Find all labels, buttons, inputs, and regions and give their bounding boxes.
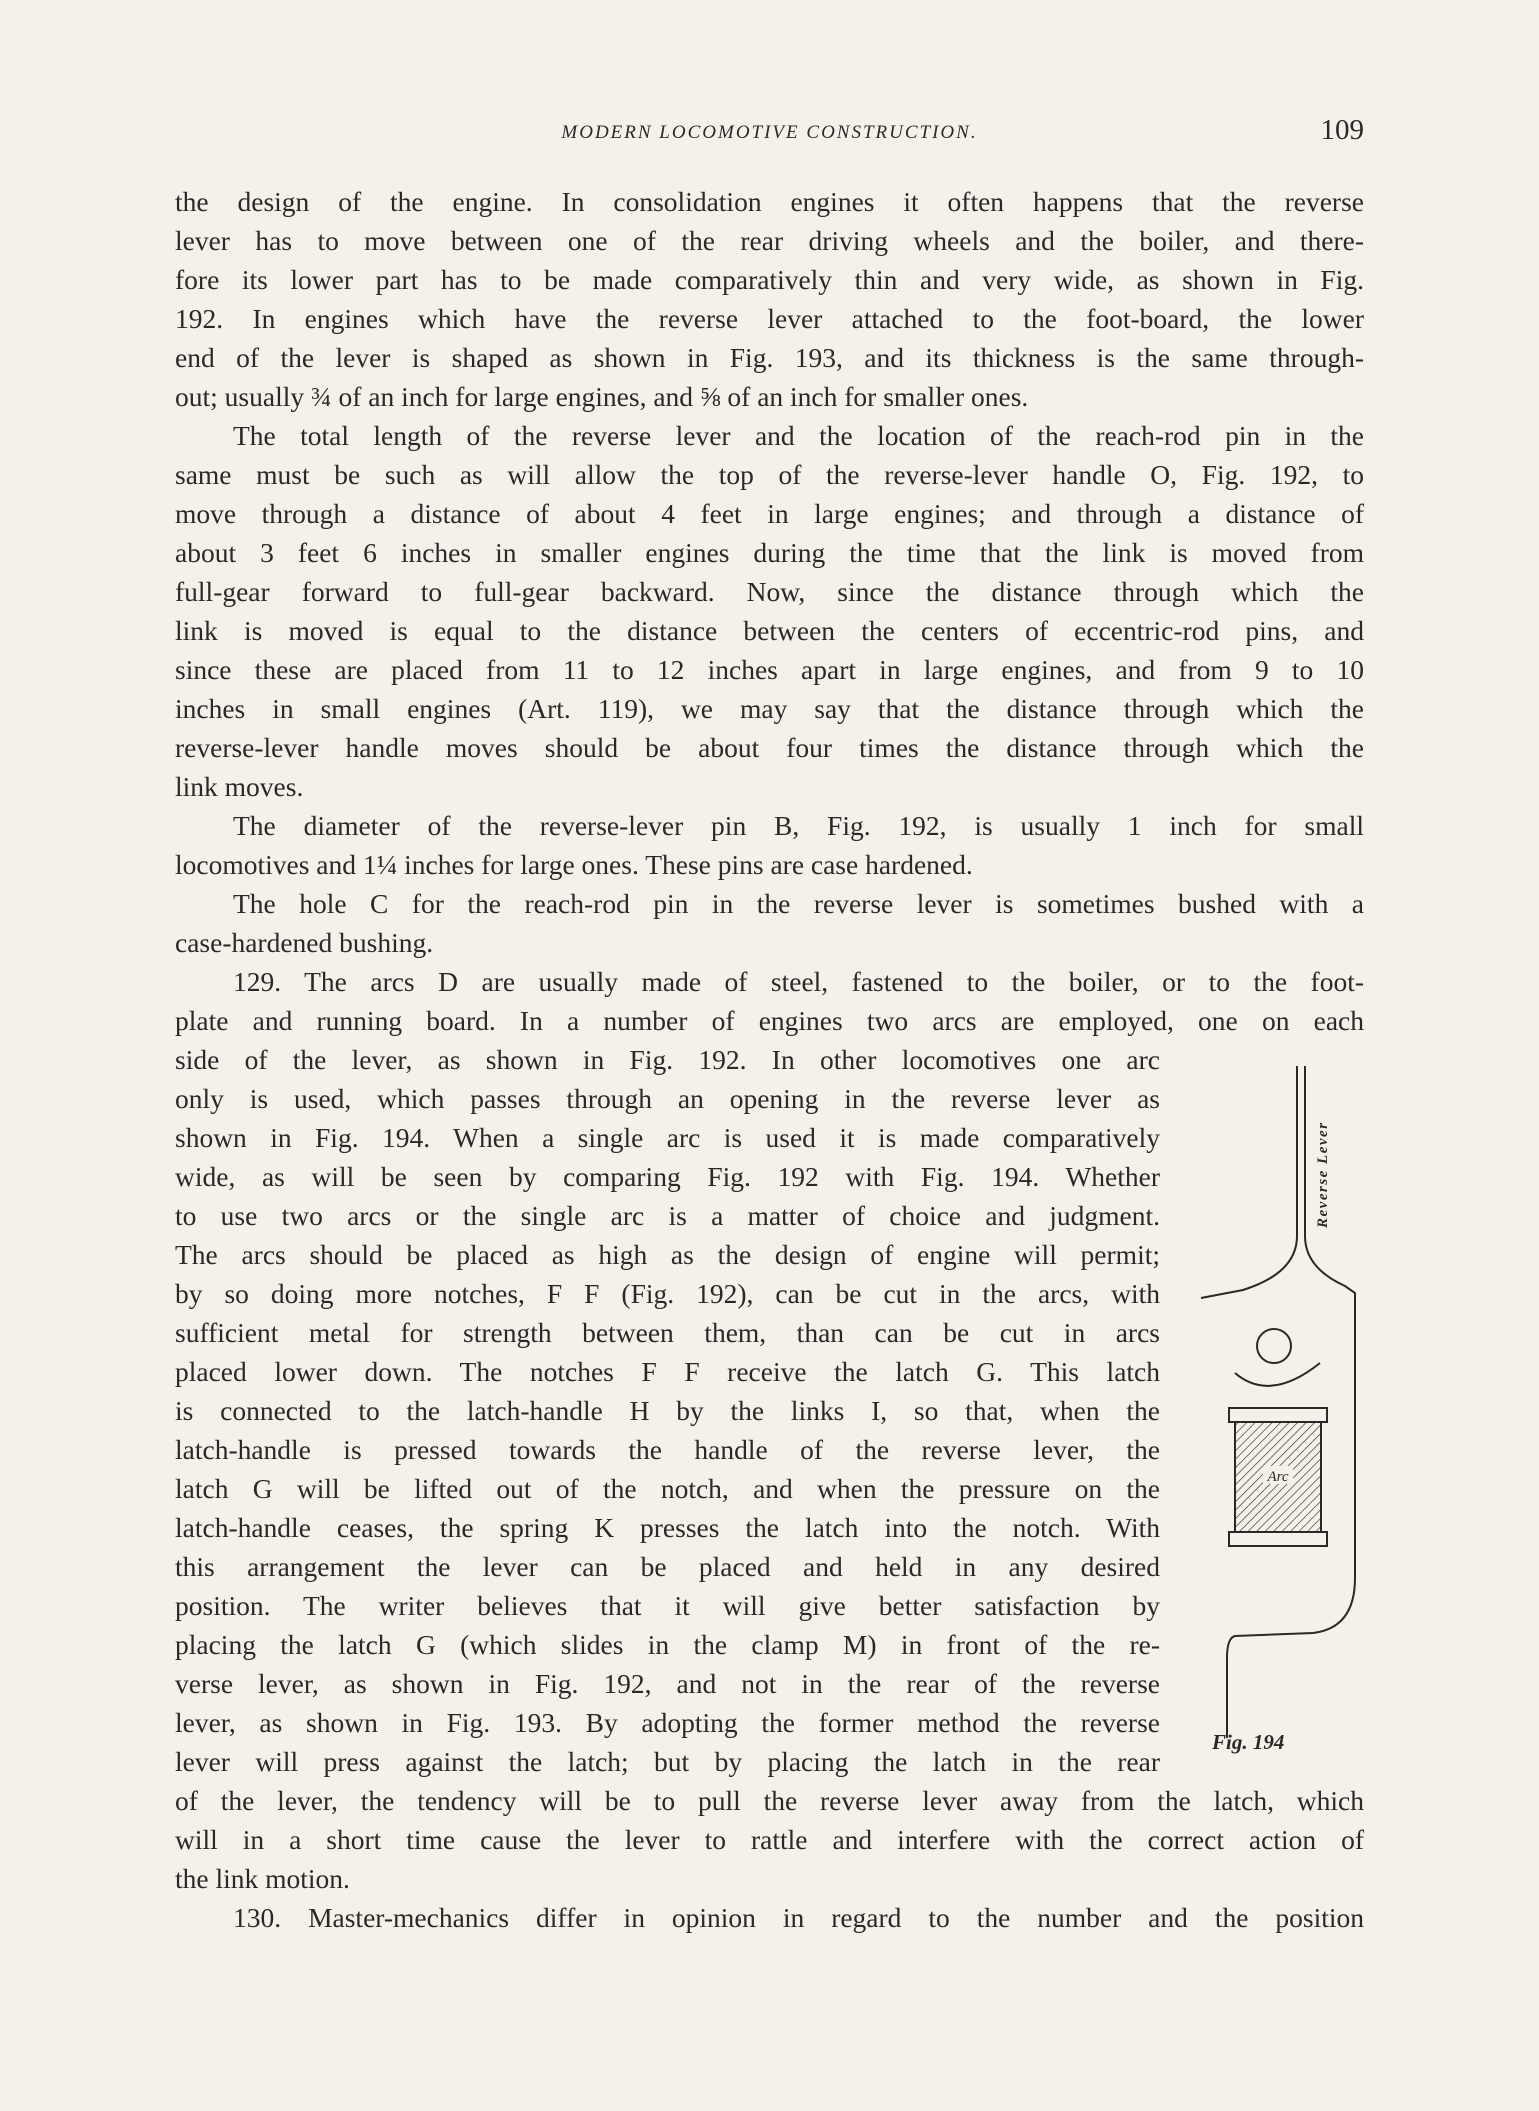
text-line: by so doing more notches, F F (Fig. 192), can be cut in the arcs, with xyxy=(175,1278,1160,1309)
text-line: to use two arcs or the single arc is a matter of choice and judgment. xyxy=(175,1200,1160,1231)
text-line: move through a distance of about 4 feet in large engines; and through a distance of xyxy=(175,498,1364,529)
text-line: position. The writer believes that it will give better satisfaction by xyxy=(175,1590,1160,1621)
text-line: will in a short time cause the lever to rattle and interfere with the correct action of xyxy=(175,1824,1364,1855)
page-number: 109 xyxy=(1320,114,1364,146)
text-line: out; usually ¾ of an inch for large engines, and ⅝ of an inch for smaller ones. xyxy=(175,381,1029,412)
text-line: The arcs should be placed as high as the design of engine will permit; xyxy=(175,1239,1160,1270)
text-line: latch G will be lifted out of the notch, and when the pressure on the xyxy=(175,1473,1160,1504)
text-line: end of the lever is shaped as shown in Fig. 193, and its thickness is the same through- xyxy=(175,342,1364,373)
text-line: locomotives and 1¼ inches for large ones. These pins are case hardened. xyxy=(175,849,973,880)
text-line: 192. In engines which have the reverse lever attached to the foot-board, the lower xyxy=(175,303,1364,334)
running-title: MODERN LOCOMOTIVE CONSTRUCTION. xyxy=(561,122,978,143)
text-line: plate and running board. In a number of engines two arcs are employed, one on each xyxy=(175,1005,1364,1036)
arc-opening-bottom xyxy=(1229,1532,1327,1546)
arc-opening-top xyxy=(1229,1408,1327,1422)
page-header xyxy=(0,114,1539,158)
pin-arc-curve xyxy=(1235,1363,1320,1386)
text-line: lever has to move between one of the rear driving wheels and the boiler, and there- xyxy=(175,225,1364,256)
lever-right-edge xyxy=(1227,1066,1355,1738)
text-line: placing the latch G (which slides in the clamp M) in front of the re- xyxy=(175,1629,1160,1660)
text-line: reverse-lever handle moves should be about four times the distance through which the xyxy=(175,732,1364,763)
reverse-lever-label: Reverse Lever xyxy=(1315,1121,1331,1228)
arc-label: Arc xyxy=(1267,1469,1289,1485)
text-line: this arrangement the lever can be placed and held in any desired xyxy=(175,1551,1160,1582)
figure-caption: Fig. 194 xyxy=(1212,1730,1285,1754)
figure-194-reverse-lever-diagram xyxy=(1195,1058,1375,1788)
text-line: same must be such as will allow the top of the reverse-lever handle O, Fig. 192, to xyxy=(175,459,1364,490)
lever-left-edge xyxy=(1201,1066,1297,1298)
text-line: about 3 feet 6 inches in smaller engines during the time that the link is moved from xyxy=(175,537,1364,568)
text-line: inches in small engines (Art. 119), we may say that the distance through which the xyxy=(175,693,1364,724)
text-line: link is moved is equal to the distance between the centers of eccentric-rod pins, and xyxy=(175,615,1364,646)
text-line: latch-handle ceases, the spring K presses the latch into the notch. With xyxy=(175,1512,1160,1543)
text-line: sufficient metal for strength between them, than can be cut in arcs xyxy=(175,1317,1160,1348)
text-line: fore its lower part has to be made comparatively thin and very wide, as shown in Fig. xyxy=(175,264,1364,295)
text-line: 130. Master-mechanics differ in opinion in regard to the number and the position xyxy=(233,1902,1364,1933)
text-line: link moves. xyxy=(175,771,304,802)
text-line: verse lever, as shown in Fig. 192, and not in the rear of the reverse xyxy=(175,1668,1160,1699)
text-line: case-hardened bushing. xyxy=(175,927,434,958)
text-line: lever will press against the latch; but by placing the latch in the rear xyxy=(175,1746,1160,1777)
text-line: the design of the engine. In consolidation engines it often happens that the reverse xyxy=(175,186,1364,217)
text-line: side of the lever, as shown in Fig. 192. In other locomotives one arc xyxy=(175,1044,1160,1075)
text-line: full-gear forward to full-gear backward. Now, since the distance through which the xyxy=(175,576,1364,607)
text-line: lever, as shown in Fig. 193. By adopting the former method the reverse xyxy=(175,1707,1160,1738)
text-line: wide, as will be seen by comparing Fig. 192 with Fig. 194. Whether xyxy=(175,1161,1160,1192)
text-line: The total length of the reverse lever and the location of the reach-rod pin in the xyxy=(233,420,1364,451)
text-line: since these are placed from 11 to 12 inches apart in large engines, and from 9 to 10 xyxy=(175,654,1364,685)
text-line: The diameter of the reverse-lever pin B, Fig. 192, is usually 1 inch for small xyxy=(233,810,1364,841)
text-line: 129. The arcs D are usually made of steel, fastened to the boiler, or to the foot- xyxy=(233,966,1364,997)
text-line: The hole C for the reach-rod pin in the reverse lever is sometimes bushed with a xyxy=(233,888,1364,919)
text-line: is connected to the latch-handle H by the links I, so that, when the xyxy=(175,1395,1160,1426)
text-line: latch-handle is pressed towards the handle of the reverse lever, the xyxy=(175,1434,1160,1465)
text-line: only is used, which passes through an opening in the reverse lever as xyxy=(175,1083,1160,1114)
text-line: placed lower down. The notches F F receive the latch G. This latch xyxy=(175,1356,1160,1387)
text-line: of the lever, the tendency will be to pull the reverse lever away from the latch, which xyxy=(175,1785,1364,1816)
pin-hole-circle xyxy=(1257,1329,1291,1363)
text-line: shown in Fig. 194. When a single arc is used it is made comparatively xyxy=(175,1122,1160,1153)
text-line: the link motion. xyxy=(175,1863,350,1894)
